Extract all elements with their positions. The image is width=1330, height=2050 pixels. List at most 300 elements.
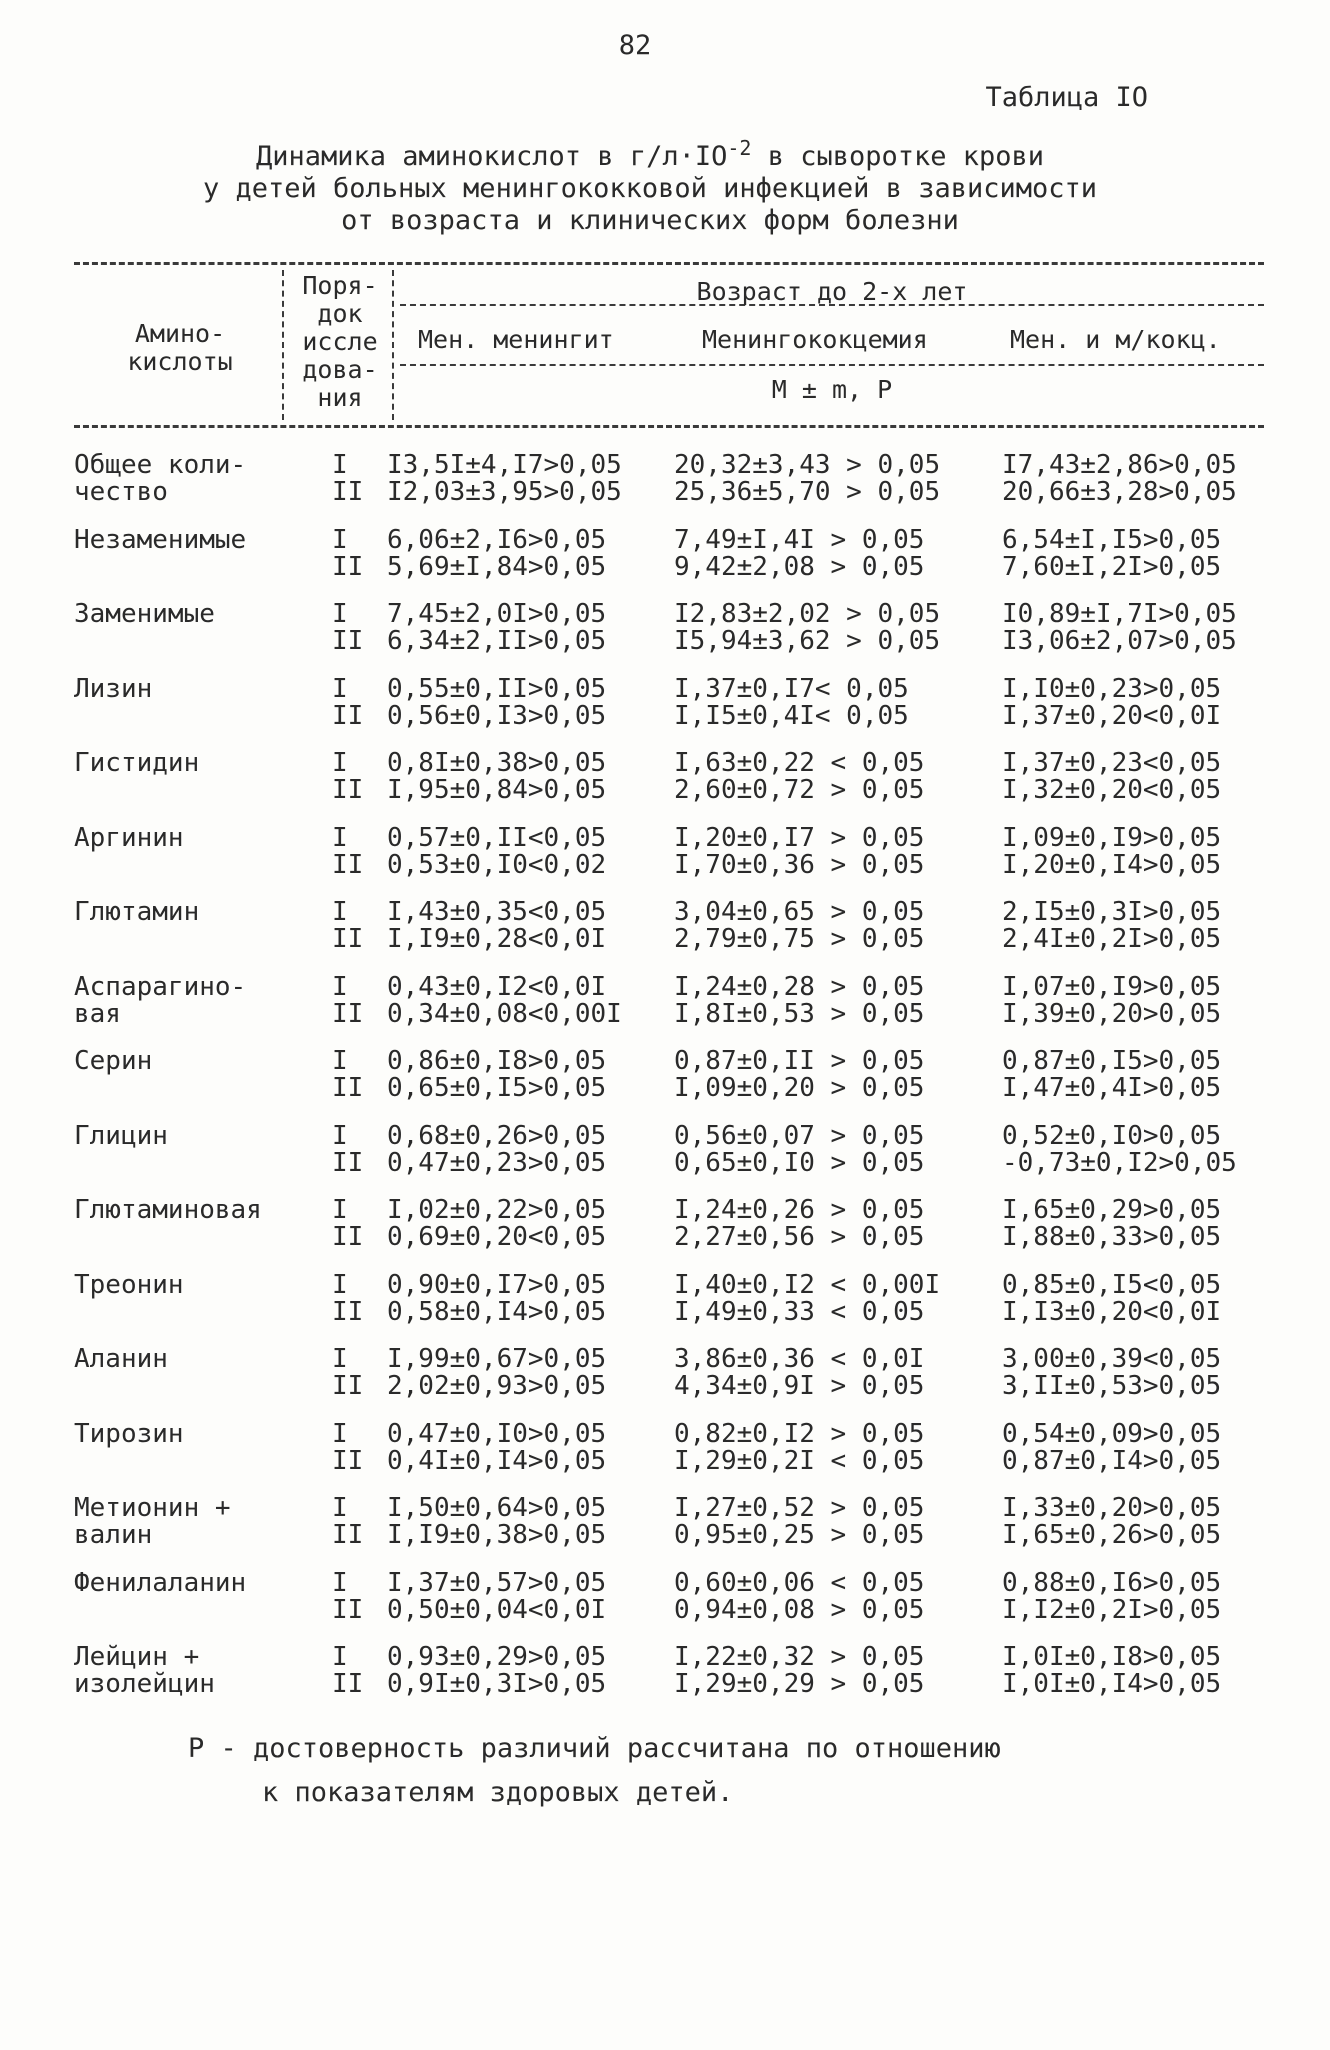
study-order-line: I [332, 822, 348, 853]
study-order-line: I [332, 1493, 348, 1523]
mixed-form-value [1002, 1048, 1221, 1102]
amino-acid-name-line: вая [74, 998, 121, 1029]
mixed-form-value-line: I,I3±0,20<0,0I [1002, 1296, 1222, 1327]
study-order-line: II [332, 775, 364, 805]
table-row [74, 1567, 1274, 1645]
mixed-form-value-line: I,47±0,4I>0,05 [1002, 1073, 1222, 1103]
meningitis-value-line: I,99±0,67>0,05 [387, 1344, 607, 1374]
amino-acid-name-line: Незаменимые [74, 524, 247, 555]
amino-acid-name-line: Глицин [74, 1120, 168, 1151]
mixed-form-value [1002, 1567, 1222, 1625]
meningococcemia-value [674, 1644, 924, 1698]
study-order-line: II [332, 1222, 364, 1252]
amino-acid-name [74, 452, 304, 506]
mixed-form-value-line: I,09±0,I9>0,05 [1002, 822, 1222, 853]
table-row [74, 1197, 1274, 1272]
study-order-line: II [332, 998, 364, 1029]
study-order-line: I [332, 1642, 348, 1672]
amino-acid-name [74, 601, 304, 655]
meningitis-value-line: 0,56±0,I3>0,05 [387, 700, 607, 731]
table-row [74, 750, 1274, 825]
study-order-line: I [332, 1344, 348, 1374]
amino-acid-name-line: Лизин [74, 673, 153, 704]
study-order [332, 1048, 372, 1102]
meningococcemia-value [674, 822, 925, 880]
meningitis-value [387, 1048, 606, 1102]
amino-acid-name [74, 1120, 304, 1177]
meningitis-value [387, 750, 606, 804]
meningitis-value-line: I,43±0,35<0,05 [387, 897, 607, 927]
table-caption: Таблица IO [985, 82, 1148, 113]
table-row [74, 673, 1274, 751]
title-line2: у детей больных менингококковой инфекцией в зависимости [202, 173, 1098, 204]
mixed-form-value-line: I,0I±0,I8>0,05 [1002, 1642, 1222, 1672]
meningococcemia-value-line: 20,32±3,43 > 0,05 [674, 450, 941, 480]
mixed-form-value-line: 0,88±0,I6>0,05 [1002, 1567, 1222, 1598]
meningitis-value [387, 1269, 607, 1327]
study-order-line: II [332, 1073, 364, 1103]
header-sub-col-3: Мен. и м/кокц. [1010, 325, 1221, 354]
amino-acid-name [74, 1048, 304, 1102]
amino-acid-name-line [74, 628, 304, 655]
mixed-form-value-line: I,65±0,26>0,05 [1002, 1520, 1222, 1550]
meningococcemia-value-line: 9,42±2,08 > 0,05 [674, 551, 925, 582]
page-number: 82 [618, 30, 652, 61]
meningococcemia-value [674, 452, 940, 506]
study-order [332, 1567, 372, 1625]
footnote [188, 1727, 1188, 1815]
mixed-form-value [1002, 1644, 1221, 1698]
mixed-form-value [1002, 750, 1221, 804]
table-row [74, 822, 1274, 900]
meningococcemia-value [674, 673, 909, 731]
table-row [74, 1346, 1274, 1421]
table-row [74, 524, 1274, 602]
mixed-form-value-line: 3,00±0,39<0,05 [1002, 1344, 1222, 1374]
mixed-form-value [1002, 1346, 1221, 1400]
meningitis-value-line: 7,45±2,0I>0,05 [387, 599, 607, 629]
study-order [332, 1644, 372, 1698]
header-top-rule [74, 262, 1264, 265]
amino-acid-name [74, 1346, 304, 1400]
study-order [332, 1120, 372, 1178]
header-stats: M ± m, P [771, 375, 893, 404]
meningitis-value-line: I,37±0,57>0,05 [387, 1567, 607, 1598]
study-order [332, 971, 372, 1029]
study-order-line: I [332, 1195, 348, 1225]
amino-acid-name-line: Серин [74, 1046, 153, 1076]
meningococcemia-value-line: 7,49±I,4I > 0,05 [674, 524, 925, 555]
mixed-form-value-line: I,37±0,20<0,0I [1002, 700, 1222, 731]
amino-acid-name-line: Фенилаланин [74, 1567, 247, 1598]
mixed-form-value [1002, 1269, 1222, 1327]
amino-acid-name-line [74, 777, 304, 804]
meningitis-value-line: I3,5I±4,I7>0,05 [387, 450, 622, 480]
mixed-form-value-line: 0,87±0,I4>0,05 [1002, 1445, 1222, 1476]
meningitis-value-line: 2,02±0,93>0,05 [387, 1371, 607, 1401]
meningitis-value [387, 971, 622, 1029]
meningococcemia-value-line: I,27±0,52 > 0,05 [674, 1493, 925, 1523]
table-row [74, 971, 1274, 1049]
study-order-line: II [332, 1520, 364, 1550]
mixed-form-value [1002, 524, 1222, 582]
header-amino-line2: кислоты [127, 347, 233, 376]
amino-acid-name-line [74, 1299, 304, 1326]
table-row [74, 601, 1274, 676]
meningococcemia-value-line: 0,95±0,25 > 0,05 [674, 1520, 925, 1550]
meningitis-value-line: I,02±0,22>0,05 [387, 1195, 607, 1225]
meningitis-value-line: 0,68±0,26>0,05 [387, 1120, 607, 1151]
meningococcemia-value [674, 1120, 925, 1178]
meningococcemia-value-line: I,63±0,22 < 0,05 [674, 748, 925, 778]
study-order [332, 822, 372, 880]
meningitis-value-line: 0,34±0,08<0,00I [387, 998, 622, 1029]
meningococcemia-value-line: I,24±0,26 > 0,05 [674, 1195, 925, 1225]
meningitis-value-line: 0,47±0,I0>0,05 [387, 1418, 607, 1449]
amino-acid-name-line [74, 1150, 304, 1177]
study-order [332, 1197, 372, 1251]
meningococcemia-value-line: I,70±0,36 > 0,05 [674, 849, 925, 880]
meningococcemia-value-line: 0,56±0,07 > 0,05 [674, 1120, 925, 1151]
meningitis-value [387, 524, 607, 582]
meningococcemia-value [674, 899, 924, 953]
amino-acid-name [74, 1418, 304, 1475]
study-order [332, 1269, 372, 1327]
meningococcemia-value-line: I,22±0,32 > 0,05 [674, 1642, 925, 1672]
amino-acid-name-line: валин [74, 1520, 153, 1550]
mixed-form-value-line: I7,43±2,86>0,05 [1002, 450, 1237, 480]
study-order-line: I [332, 1046, 348, 1076]
study-order-line: II [332, 1669, 364, 1699]
mixed-form-value-line: 0,85±0,I5<0,05 [1002, 1269, 1222, 1300]
table-row [74, 1418, 1274, 1496]
meningitis-value [387, 1644, 606, 1698]
meningococcemia-value-line: 3,86±0,36 < 0,0I [674, 1344, 925, 1374]
mixed-form-value [1002, 1120, 1237, 1178]
meningitis-value [387, 1495, 606, 1549]
study-order-line: II [332, 1147, 364, 1178]
study-order [332, 673, 372, 731]
amino-acid-name-line: изолейцин [74, 1669, 215, 1699]
amino-acid-name-line [74, 1448, 304, 1475]
meningococcemia-value-line: I,37±0,I7< 0,05 [674, 673, 909, 704]
meningococcemia-value [674, 1048, 924, 1102]
meningitis-value-line: 0,4I±0,I4>0,05 [387, 1445, 607, 1476]
meningococcemia-value-line: I5,94±3,62 > 0,05 [674, 626, 941, 656]
amino-acid-name [74, 971, 304, 1029]
meningococcemia-value-line: 25,36±5,70 > 0,05 [674, 477, 941, 507]
study-order-line: I [332, 1269, 348, 1300]
meningococcemia-value [674, 1567, 925, 1625]
meningitis-value-line: 0,65±0,I5>0,05 [387, 1073, 607, 1103]
table-row [74, 899, 1274, 974]
meningococcemia-value-line: 3,04±0,65 > 0,05 [674, 897, 925, 927]
meningococcemia-value [674, 1495, 924, 1549]
meningococcemia-value-line: I,24±0,28 > 0,05 [674, 971, 925, 1002]
study-order-line: II [332, 1371, 364, 1401]
table-row [74, 1120, 1274, 1198]
meningitis-value [387, 1346, 606, 1400]
study-order [332, 452, 372, 506]
mixed-form-value [1002, 1495, 1221, 1549]
meningitis-value-line: I2,03±3,95>0,05 [387, 477, 622, 507]
meningitis-value-line: 0,57±0,II<0,05 [387, 822, 607, 853]
meningococcemia-value-line: I,09±0,20 > 0,05 [674, 1073, 925, 1103]
mixed-form-value-line: I,I2±0,2I>0,05 [1002, 1594, 1222, 1625]
meningococcemia-value-line: I,29±0,2I < 0,05 [674, 1445, 925, 1476]
meningococcemia-value-line: 0,65±0,I0 > 0,05 [674, 1147, 925, 1178]
table-title [100, 132, 1200, 237]
header-order-line5: ния [317, 383, 363, 412]
header-divider-right [392, 270, 394, 420]
mixed-form-value [1002, 673, 1222, 731]
amino-acid-name-line: Метионин + [74, 1493, 231, 1523]
amino-acid-name [74, 750, 304, 804]
meningitis-value-line: 0,90±0,I7>0,05 [387, 1269, 607, 1300]
meningococcemia-value [674, 1197, 924, 1251]
mixed-form-value-line: I,0I±0,I4>0,05 [1002, 1669, 1222, 1699]
header-bottom-rule [74, 425, 1264, 428]
meningitis-value-line: 0,43±0,I2<0,0I [387, 971, 607, 1002]
mixed-form-value-line: 6,54±I,I5>0,05 [1002, 524, 1222, 555]
meningitis-value [387, 899, 606, 953]
meningococcemia-value-line: 4,34±0,9I > 0,05 [674, 1371, 925, 1401]
mixed-form-value [1002, 1197, 1221, 1251]
meningitis-value-line: I,95±0,84>0,05 [387, 775, 607, 805]
title-line3: от возраста и клинических форм болезни [341, 205, 959, 236]
meningococcemia-value-line: 0,82±0,I2 > 0,05 [674, 1418, 925, 1449]
amino-acid-name-line: Аланин [74, 1344, 168, 1374]
meningitis-value-line: 0,69±0,20<0,05 [387, 1222, 607, 1252]
meningococcemia-value [674, 1418, 925, 1476]
meningitis-value [387, 1567, 607, 1625]
amino-acid-name [74, 1269, 304, 1326]
mixed-form-value-line: 3,II±0,53>0,05 [1002, 1371, 1222, 1401]
meningococcemia-value-line: I,20±0,I7 > 0,05 [674, 822, 925, 853]
mixed-form-value-line: 0,87±0,I5>0,05 [1002, 1046, 1222, 1076]
meningococcemia-value [674, 750, 924, 804]
amino-acid-name-line [74, 1597, 304, 1624]
header-sub-col-2: Менингококцемия [702, 325, 928, 354]
meningitis-value [387, 601, 606, 655]
amino-acid-name-line [74, 1075, 304, 1102]
meningitis-value [387, 673, 607, 731]
amino-acid-name-line [74, 554, 304, 581]
amino-acid-name-line: чество [74, 477, 168, 507]
amino-acid-name-line [74, 1373, 304, 1400]
study-order-line: I [332, 1418, 348, 1449]
amino-acid-name-line [74, 1224, 304, 1251]
meningococcemia-value-line: I2,83±2,02 > 0,05 [674, 599, 941, 629]
study-order [332, 1495, 372, 1549]
amino-acid-name [74, 822, 304, 879]
meningitis-value-line: 0,58±0,I4>0,05 [387, 1296, 607, 1327]
amino-acid-name-line: Аргинин [74, 822, 184, 853]
amino-acid-name-line: Глютаминовая [74, 1195, 262, 1225]
study-order [332, 1346, 372, 1400]
study-order-line: I [332, 1567, 348, 1598]
meningococcemia-value-line: 2,60±0,72 > 0,05 [674, 775, 925, 805]
mixed-form-value-line: I,07±0,I9>0,05 [1002, 971, 1222, 1002]
meningitis-value-line: 0,93±0,29>0,05 [387, 1642, 607, 1672]
meningitis-value-line: 0,53±0,I0<0,02 [387, 849, 607, 880]
amino-acid-name [74, 899, 304, 953]
meningitis-value-line: 0,50±0,04<0,0I [387, 1594, 607, 1625]
study-order-line: I [332, 450, 348, 480]
header-order-line3: иссле [302, 327, 378, 356]
header-sub-col-1: Мен. менингит [418, 325, 614, 354]
meningococcemia-value [674, 971, 925, 1029]
header-age-group: Возраст до 2-х лет [696, 277, 968, 306]
study-order-line: II [332, 1296, 364, 1327]
meningococcemia-value-line: I,49±0,33 < 0,05 [674, 1296, 925, 1327]
study-order [332, 899, 372, 953]
meningitis-value [387, 1120, 607, 1178]
meningococcemia-value-line: 0,87±0,II > 0,05 [674, 1046, 925, 1076]
study-order-line: II [332, 1594, 364, 1625]
mixed-form-value-line: 0,52±0,I0>0,05 [1002, 1120, 1222, 1151]
meningitis-value [387, 1197, 606, 1251]
meningococcemia-value [674, 601, 940, 655]
study-order-line: I [332, 971, 348, 1002]
title-line1-suffix: в сыворотке крови [751, 141, 1045, 172]
amino-acid-name [74, 1495, 304, 1549]
amino-acid-name-line: Тирозин [74, 1418, 184, 1449]
amino-acid-name [74, 1567, 304, 1624]
mixed-form-value-line: 20,66±3,28>0,05 [1002, 477, 1237, 507]
study-order-line: II [332, 477, 364, 507]
study-order-line: II [332, 626, 364, 656]
amino-acid-name-line: Общее коли- [74, 450, 247, 480]
meningitis-value [387, 1418, 607, 1476]
header-amino-line1: Амино- [134, 319, 226, 348]
mixed-form-value-line: I0,89±I,7I>0,05 [1002, 599, 1237, 629]
meningococcemia-value [674, 1269, 941, 1327]
footnote-line1: Р - достоверность различий рассчитана по отношению [188, 1733, 1001, 1764]
table-row [74, 1269, 1274, 1347]
meningococcemia-value-line: 2,79±0,75 > 0,05 [674, 924, 925, 954]
study-order-line: I [332, 748, 348, 778]
mixed-form-value [1002, 1418, 1222, 1476]
meningococcemia-value [674, 1346, 924, 1400]
header-amino [100, 320, 260, 376]
study-order-line: I [332, 524, 348, 555]
study-order-line: II [332, 551, 364, 582]
mixed-form-value-line: I,88±0,33>0,05 [1002, 1222, 1222, 1252]
meningitis-value [387, 452, 622, 506]
subcols-rule [400, 364, 1264, 366]
study-order-line: I [332, 599, 348, 629]
amino-acid-name [74, 673, 304, 730]
mixed-form-value-line: 0,54±0,09>0,05 [1002, 1418, 1222, 1449]
meningitis-value-line: 0,55±0,II>0,05 [387, 673, 607, 704]
mixed-form-value-line: I,32±0,20<0,05 [1002, 775, 1222, 805]
amino-acid-name-line: Аспарагино- [74, 971, 247, 1002]
study-order-line: I [332, 897, 348, 927]
study-order-line: II [332, 1445, 364, 1476]
mixed-form-value-line: I,I0±0,23>0,05 [1002, 673, 1222, 704]
table-body [74, 452, 1274, 1719]
meningococcemia-value-line: I,40±0,I2 < 0,00I [674, 1269, 941, 1300]
amino-acid-name-line [74, 703, 304, 730]
meningococcemia-value-line: I,29±0,29 > 0,05 [674, 1669, 925, 1699]
mixed-form-value [1002, 899, 1221, 953]
table-row [74, 452, 1274, 527]
title-line1-prefix: Динамика аминокислот в г/л·IO [255, 141, 728, 172]
amino-acid-name-line [74, 852, 304, 879]
mixed-form-value [1002, 601, 1237, 655]
meningitis-value-line: I,I9±0,28<0,0I [387, 924, 607, 954]
header-order-line1: Поря- [302, 271, 378, 300]
study-order [332, 601, 372, 655]
table-row [74, 1048, 1274, 1123]
mixed-form-value-line: I,65±0,29>0,05 [1002, 1195, 1222, 1225]
amino-acid-name-line: Заменимые [74, 599, 215, 629]
amino-acid-name-line: Гистидин [74, 748, 200, 778]
meningococcemia-value-line: I,I5±0,4I< 0,05 [674, 700, 909, 731]
mixed-form-value-line: I,33±0,20>0,05 [1002, 1493, 1222, 1523]
study-order-line: II [332, 849, 364, 880]
amino-acid-name-line [74, 926, 304, 953]
mixed-form-value-line: I,39±0,20>0,05 [1002, 998, 1222, 1029]
mixed-form-value-line: 2,4I±0,2I>0,05 [1002, 924, 1222, 954]
study-order-line: II [332, 700, 364, 731]
mixed-form-value [1002, 822, 1222, 880]
meningitis-value-line: 0,9I±0,3I>0,05 [387, 1669, 607, 1699]
mixed-form-value-line: I3,06±2,07>0,05 [1002, 626, 1237, 656]
meningitis-value-line: 0,86±0,I8>0,05 [387, 1046, 607, 1076]
meningitis-value-line: 6,06±2,I6>0,05 [387, 524, 607, 555]
meningitis-value-line: 5,69±I,84>0,05 [387, 551, 607, 582]
meningitis-value-line: 0,8I±0,38>0,05 [387, 748, 607, 778]
meningococcemia-value-line: 0,94±0,08 > 0,05 [674, 1594, 925, 1625]
header-order-line4: дова- [302, 355, 378, 384]
mixed-form-value-line: 2,I5±0,3I>0,05 [1002, 897, 1222, 927]
title-exponent: -2 [727, 136, 752, 160]
table-row [74, 1495, 1274, 1570]
meningitis-value-line: I,50±0,64>0,05 [387, 1493, 607, 1523]
meningococcemia-value-line: I,8I±0,53 > 0,05 [674, 998, 925, 1029]
amino-acid-name [74, 524, 304, 581]
study-order-line: II [332, 924, 364, 954]
meningococcemia-value-line: 0,60±0,06 < 0,05 [674, 1567, 925, 1598]
header-divider-left [282, 270, 284, 420]
study-order [332, 1418, 372, 1476]
meningitis-value-line: 6,34±2,II>0,05 [387, 626, 607, 656]
amino-acid-name-line: Лейцин + [74, 1642, 200, 1672]
amino-acid-name [74, 1644, 304, 1698]
study-order [332, 524, 372, 582]
meningococcemia-value [674, 524, 925, 582]
mixed-form-value-line: -0,73±0,I2>0,05 [1002, 1147, 1237, 1178]
header-order [290, 272, 390, 412]
amino-acid-name-line: Глютамин [74, 897, 200, 927]
meningitis-value [387, 822, 607, 880]
mixed-form-value [1002, 452, 1237, 506]
meningococcemia-value-line: 2,27±0,56 > 0,05 [674, 1222, 925, 1252]
table-row [74, 1644, 1274, 1719]
study-order-line: I [332, 1120, 348, 1151]
study-order [332, 750, 372, 804]
amino-acid-name [74, 1197, 304, 1251]
meningitis-value-line: 0,47±0,23>0,05 [387, 1147, 607, 1178]
amino-acid-name-line: Треонин [74, 1269, 184, 1300]
mixed-form-value [1002, 971, 1222, 1029]
mixed-form-value-line: 7,60±I,2I>0,05 [1002, 551, 1222, 582]
header-order-line2: док [317, 299, 363, 328]
mixed-form-value-line: I,20±0,I4>0,05 [1002, 849, 1222, 880]
meningitis-value-line: I,I9±0,38>0,05 [387, 1520, 607, 1550]
